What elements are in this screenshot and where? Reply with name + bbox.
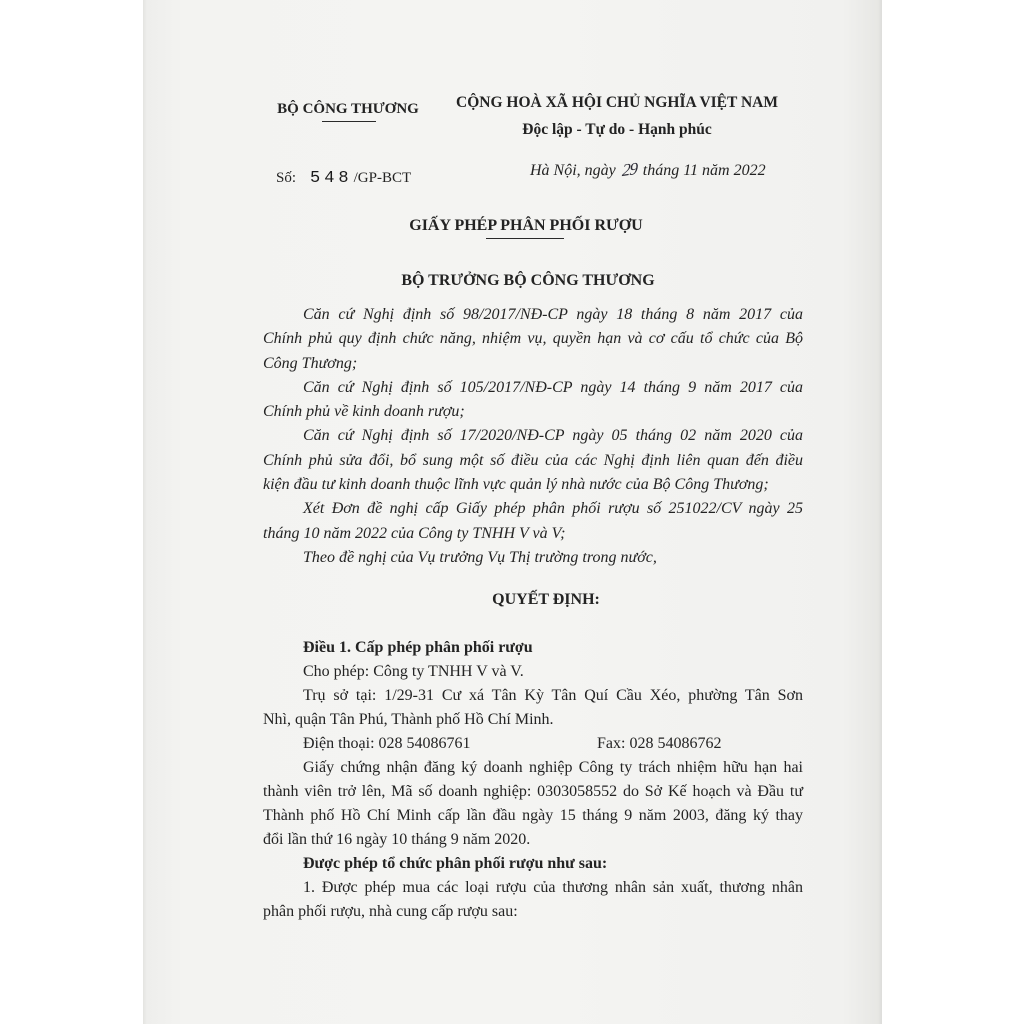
issue-date	[530, 158, 766, 181]
handwritten-day: 29	[621, 158, 638, 181]
registration-line: Giấy chứng nhận đăng ký doanh nghiệp Công ty trách nhiệm hữu hạn hai	[303, 759, 803, 776]
address-line: Trụ sở tại: 1/29-31 Cư xá Tân Kỳ Tân Quí Cầu Xéo, phường Tân Sơn	[303, 687, 803, 704]
document-title: GIẤY PHÉP PHÂN PHỐI RƯỢU	[409, 217, 643, 234]
licensee-line: Cho phép: Công ty TNHH V và V.	[303, 663, 524, 680]
decision-heading: QUYẾT ĐỊNH:	[492, 591, 600, 608]
preamble	[263, 303, 803, 570]
article-1	[263, 636, 803, 924]
preamble-line: Xét Đơn đề nghị cấp Giấy phép phân phối rượu số 251022/CV ngày 25	[303, 500, 803, 518]
issuer-title: BỘ TRƯỞNG BỘ CÔNG THƯƠNG	[401, 272, 655, 289]
registration-line: thành viên trở lên, Mã số doanh nghiệp: 0303058552 do Sở Kế hoạch và Đầu tư	[263, 783, 803, 800]
preamble-line: Chính phủ về kinh doanh rượu;	[263, 403, 465, 421]
item-1-line: 1. Được phép mua các loại rượu của thương nhân sản xuất, thương nhân	[303, 879, 803, 896]
country-name: CỘNG HOÀ XÃ HỘI CHỦ NGHĨA VIỆT NAM	[456, 94, 778, 111]
preamble-line: Công Thương;	[263, 354, 358, 372]
preamble-line: Căn cứ Nghị định số 98/2017/NĐ-CP ngày 18 tháng 8 năm 2017 của	[303, 306, 803, 323]
contact-row	[263, 732, 803, 756]
article-1-heading: Điều 1. Cấp phép phân phối rượu	[303, 639, 533, 656]
preamble-line: kiện đầu tư kinh doanh thuộc lĩnh vực quản lý nhà nước của Bộ Công Thương;	[263, 476, 769, 494]
national-motto: Độc lập - Tự do - Hạnh phúc	[522, 121, 712, 138]
phone-number: Điện thoại: 028 54086761	[303, 735, 471, 752]
preamble-line: Chính phủ sửa đổi, bổ sung một số điều của các Nghị định liên quan đến điều	[263, 451, 803, 469]
document-number-suffix: /GP-BCT	[353, 170, 412, 186]
preamble-line: Căn cứ Nghị định số 105/2017/NĐ-CP ngày 14 tháng 9 năm 2017 của	[303, 378, 803, 396]
registration-line: Thành phố Hồ Chí Minh cấp lần đầu ngày 15 tháng 9 năm 2003, đăng ký thay	[263, 807, 803, 824]
item-1-line: phân phối rượu, nhà cung cấp rượu sau:	[263, 903, 518, 920]
registration-line: đổi lần thứ 16 ngày 10 tháng 9 năm 2020.	[263, 831, 531, 848]
fax-number: Fax: 028 54086762	[597, 735, 722, 752]
document-number	[276, 169, 411, 188]
issuing-agency: BỘ CÔNG THƯƠNG	[277, 101, 419, 117]
date-rest: tháng 11 năm 2022	[642, 162, 766, 179]
agency-underline	[322, 121, 376, 122]
preamble-line: Căn cứ Nghị định số 17/2020/NĐ-CP ngày 05 tháng 02 năm 2020 của	[303, 427, 803, 445]
preamble-line: Theo đề nghị của Vụ trưởng Vụ Thị trường trong nước,	[303, 548, 657, 566]
preamble-line: Chính phủ quy định chức năng, nhiệm vụ, quyền hạn và cơ cấu tổ chức của Bộ	[263, 330, 803, 348]
preamble-line: tháng 10 năm 2022 của Công ty TNHH V và V;	[263, 524, 566, 542]
date-prefix: Hà Nội, ngày	[530, 162, 616, 179]
document-number-prefix: Số:	[276, 170, 297, 186]
stamped-number: 548	[310, 169, 353, 188]
address-line: Nhì, quận Tân Phú, Thành phố Hồ Chí Minh.	[263, 711, 554, 728]
scope-heading: Được phép tổ chức phân phối rượu như sau:	[303, 855, 608, 872]
title-underline	[486, 238, 564, 239]
